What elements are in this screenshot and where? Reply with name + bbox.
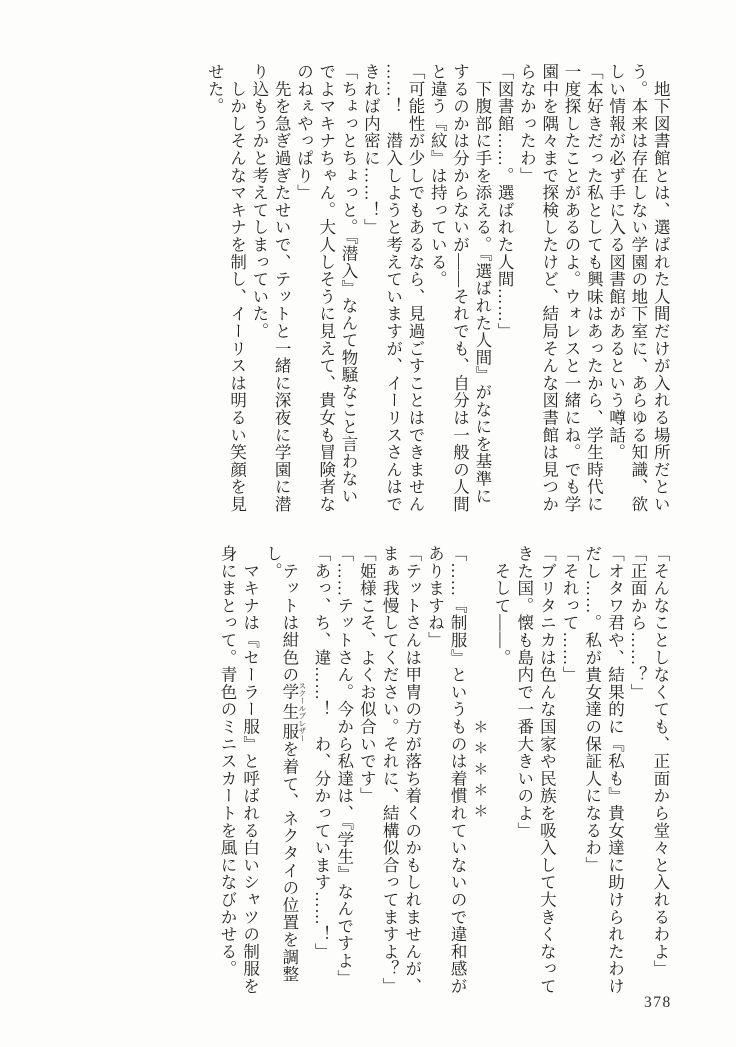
ruby-after-text: を着て、ネクタイの位置を調整し。 bbox=[263, 545, 299, 983]
text-line: きれば内密に……！」 bbox=[361, 63, 381, 236]
top-text-block bbox=[200, 63, 674, 515]
text-line: 「テットさんは甲冑の方が落ち着くのかもしれませんが、 bbox=[402, 545, 422, 995]
text-line: 身にまとって。青色のミニスカートを風になびかせる。 bbox=[217, 545, 237, 978]
page-number: 378 bbox=[644, 994, 672, 1011]
text-line: きた国。懐も島内で一番大きいのよ」 bbox=[514, 545, 534, 840]
ruby-base-text: 学生服 bbox=[279, 682, 299, 743]
text-line: 「姫様こそ、よくお似合いです」 bbox=[357, 545, 377, 805]
text-line: 園中を隅々まで探検したけど、結局そんな図書館は見つか bbox=[539, 63, 559, 513]
text-line: のねぇやっぱり」 bbox=[294, 63, 314, 202]
text-line: 「そんなことしなくても、正面から堂々と入れるわよ」 bbox=[650, 545, 670, 978]
text-line: しい情報が必ず手に入る図書館があるという噂話。 bbox=[606, 63, 626, 461]
text-line: 「可能性が少しでもあるなら、見過ごすことはできません bbox=[405, 63, 425, 513]
text-line: だし……。私が貴女達の保証人になるわ」 bbox=[582, 545, 602, 874]
bottom-text-block bbox=[212, 545, 674, 997]
text-line: せた。 bbox=[205, 63, 225, 115]
ruby-annotation bbox=[279, 682, 307, 743]
text-line: 「あっ、ち、違……！ わ、分かっています……！」 bbox=[312, 545, 331, 961]
text-line: 「図書館……。選ばれた人間……」 bbox=[495, 63, 515, 340]
text-line: 「……テットさん。今から私達は、『学生』なんですよ」 bbox=[334, 545, 354, 987]
text-line: ありますね」 bbox=[425, 545, 445, 649]
text-line: う。本来は存在しない学園の地下室に、あらゆる知識、欲 bbox=[628, 63, 648, 513]
text-line-with-ruby bbox=[264, 545, 307, 997]
text-line: 一度探したことがあるのよ。ウォレスと一緒にね。でも学 bbox=[562, 63, 582, 513]
ruby-before-text: テットは紺色の bbox=[279, 545, 299, 684]
text-line: 下腹部に手を添える。『選ばれた人間』がなにを基準に bbox=[472, 63, 492, 505]
text-line: しかしそんなマキナを制し、イーリスは明るい笑顔を見 bbox=[227, 63, 247, 513]
text-line: と違う『紋』は持っている。 bbox=[428, 63, 448, 288]
text-line: 「それって……」 bbox=[560, 545, 580, 684]
text-line: 「ちょっとちょっと。『潜入』なんて物騒なこと言わない bbox=[339, 63, 359, 505]
text-line: 「正面から……？」 bbox=[628, 545, 648, 701]
text-line: 先を急ぎ過ぎたせいで、テットと一緒に深夜に学園に潜 bbox=[272, 63, 292, 513]
text-line: らなかったわ」 bbox=[517, 63, 537, 185]
text-line: そして――。 bbox=[492, 545, 511, 667]
text-line: り込もうかと考えてしまっていた。 bbox=[249, 63, 269, 340]
text-line: 「オタワ君や、結果的に『私も』貴女達に助けられたわけ bbox=[605, 545, 625, 995]
text-line: マキナは『セーラー服』と呼ばれる白いシャツの制服を bbox=[240, 545, 260, 995]
text-line: 地下図書館とは、選ばれた人間だけが入れる場所だとい bbox=[651, 63, 671, 513]
text-line: まぁ我慢してください。それに、結構似合ってますよ？」 bbox=[380, 545, 400, 995]
text-line: ……！ 潜入しようと考えていますが、イーリスさんはで bbox=[383, 63, 403, 513]
scene-break-separator: ＊＊＊＊＊ bbox=[471, 718, 488, 824]
text-line: でよマキナちゃん。大人しそうに見えて、貴女も冒険者な bbox=[316, 63, 336, 513]
text-line: 「本好きだった私としても興味はあったから、学生時代に bbox=[584, 63, 604, 513]
text-line: するのかは分からないが――それでも、自分は一般の人間 bbox=[450, 63, 470, 513]
text-line: 「ブリタニカは色んな国家や民族を吸入して大きくなって bbox=[537, 545, 557, 995]
text-line: 「……『制服』というものは着慣れていないので違和感が bbox=[448, 545, 468, 995]
ruby-furigana-text: スクールブレザー bbox=[297, 682, 307, 743]
